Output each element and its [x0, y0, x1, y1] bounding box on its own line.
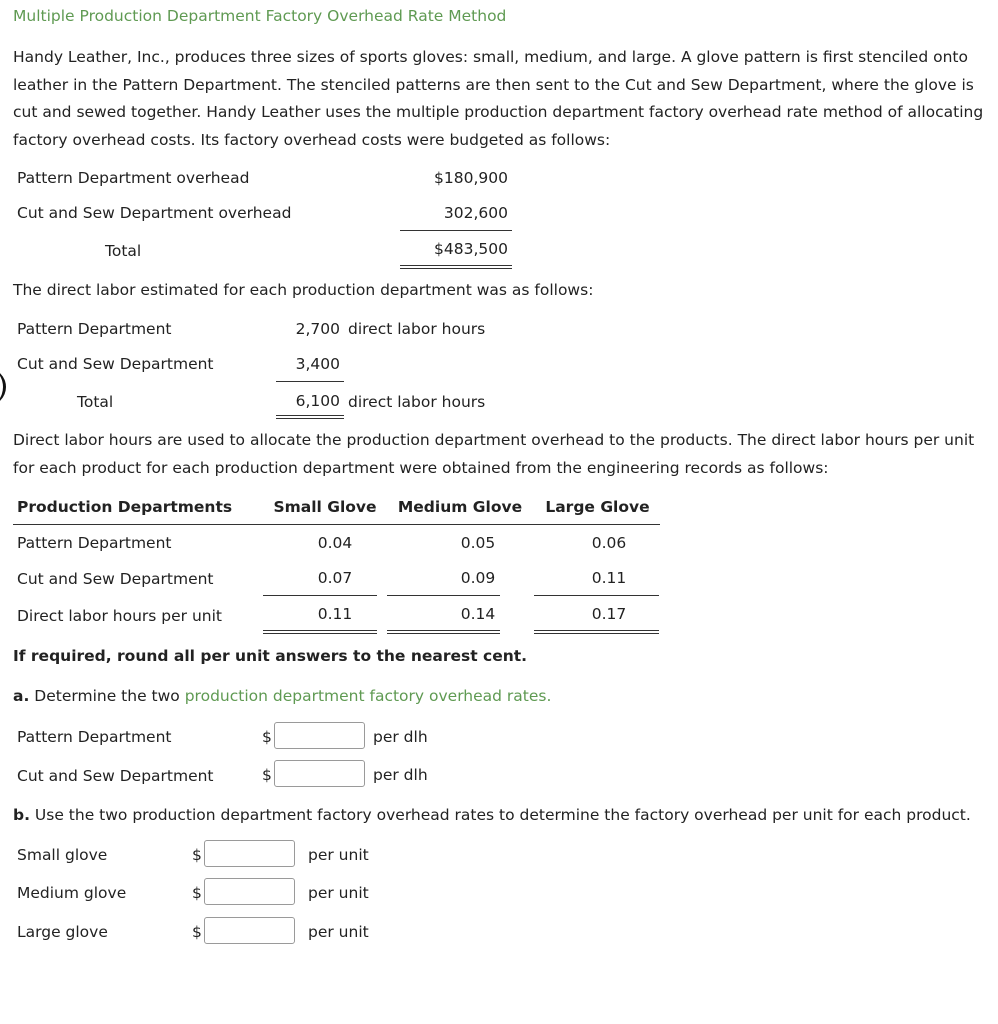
answer-suffix: per unit — [308, 884, 369, 902]
labor-row-unit: direct labor hours — [348, 320, 486, 338]
currency-symbol: $ — [192, 846, 202, 864]
answer-suffix: per dlh — [373, 728, 428, 746]
table-row-label: Direct labor hours per unit — [17, 607, 222, 625]
answer-row-label: Pattern Department — [17, 728, 172, 746]
answer-row-label: Large glove — [17, 923, 108, 941]
currency-symbol: $ — [192, 923, 202, 941]
table-cell: 0.09 — [460, 569, 496, 587]
table-cell: 0.07 — [317, 569, 353, 587]
table-cell: 0.17 — [591, 605, 627, 623]
subtotal-rule — [387, 595, 500, 596]
overhead-total-value: $483,500 — [434, 240, 508, 258]
overhead-row-value: $180,900 — [434, 169, 508, 187]
answer-suffix: per unit — [308, 923, 369, 941]
answer-suffix: per unit — [308, 846, 369, 864]
labor-total-unit: direct labor hours — [348, 393, 486, 411]
table-row-label: Cut and Sew Department — [17, 570, 214, 588]
total-double-rule — [276, 415, 344, 419]
labor-row-value: 2,700 — [295, 320, 340, 338]
header-rule — [13, 524, 660, 525]
part-a-prompt — [13, 687, 551, 705]
large-glove-input[interactable] — [204, 917, 295, 944]
pattern-rate-input[interactable] — [274, 722, 365, 749]
labor-total-value: 6,100 — [295, 392, 340, 410]
answer-row-label: Cut and Sew Department — [17, 767, 214, 785]
overhead-row-label: Cut and Sew Department overhead — [17, 204, 292, 222]
total-double-rule — [534, 630, 659, 634]
cut-sew-rate-input[interactable] — [274, 760, 365, 787]
table-cell: 0.11 — [591, 569, 627, 587]
table-header-large: Large Glove — [545, 498, 650, 516]
subtotal-rule — [534, 595, 659, 596]
table-cell: 0.06 — [591, 534, 627, 552]
table-cell: 0.05 — [460, 534, 496, 552]
overhead-row-label: Pattern Department overhead — [17, 169, 250, 187]
labor-total-label: Total — [77, 393, 114, 411]
table-row-label: Pattern Department — [17, 534, 172, 552]
part-b-prompt — [13, 806, 971, 824]
labor-row-value: 3,400 — [295, 355, 340, 373]
labor-row-label: Cut and Sew Department — [17, 355, 214, 373]
table-cell: 0.04 — [317, 534, 353, 552]
table-header-departments: Production Departments — [17, 498, 233, 516]
overhead-total-label: Total — [105, 242, 142, 260]
part-b-prefix: b. — [13, 806, 30, 824]
page-title: Multiple Production Department Factory Overhead Rate Method — [13, 7, 507, 25]
table-cell: 0.14 — [460, 605, 496, 623]
part-a-prefix: a. — [13, 687, 30, 705]
subtotal-rule — [276, 381, 344, 382]
medium-glove-input[interactable] — [204, 878, 295, 905]
table-header-small: Small Glove — [273, 498, 377, 516]
total-double-rule — [263, 630, 377, 634]
rates-link[interactable]: production department factory overhead rates. — [184, 687, 552, 705]
left-edge-bracket — [0, 368, 6, 406]
rounding-note: If required, round all per unit answers to the nearest cent. — [13, 647, 528, 665]
answer-row-label: Small glove — [17, 846, 108, 864]
answer-suffix: per dlh — [373, 766, 428, 784]
part-b-text: Use the two production department factory overhead rates to determine the factory overhead per unit for each product. — [34, 806, 971, 824]
small-glove-input[interactable] — [204, 840, 295, 867]
labor-intro: The direct labor estimated for each production department was as follows: — [13, 281, 594, 299]
total-double-rule — [387, 630, 500, 634]
currency-symbol: $ — [262, 728, 272, 746]
overhead-row-value: 302,600 — [443, 204, 508, 222]
subtotal-rule — [400, 230, 512, 231]
table-cell: 0.11 — [317, 605, 353, 623]
subtotal-rule — [263, 595, 377, 596]
hours-intro-paragraph: Direct labor hours are used to allocate the production department overhead to the products. The direct labor hours per unit for each product for each production department were obtained from the engineering records as follows: — [13, 431, 975, 477]
currency-symbol: $ — [262, 766, 272, 784]
total-double-rule — [400, 265, 512, 269]
table-header-medium: Medium Glove — [397, 498, 523, 516]
intro-paragraph: Handy Leather, Inc., produces three sizes of sports gloves: small, medium, and large. A glove pattern is first stenciled onto leather in the Pattern Department. The stenciled patterns are then sent to the Cut and Sew Department, where the glove is cut and sewed together. Handy Leather uses the multiple production department factory overhead rate method of allocating factory overhead costs. Its factory overhead costs were budgeted as follows: — [13, 48, 984, 149]
currency-symbol: $ — [192, 884, 202, 902]
part-a-text: Determine the two — [34, 687, 180, 705]
labor-row-label: Pattern Department — [17, 320, 172, 338]
answer-row-label: Medium glove — [17, 884, 127, 902]
